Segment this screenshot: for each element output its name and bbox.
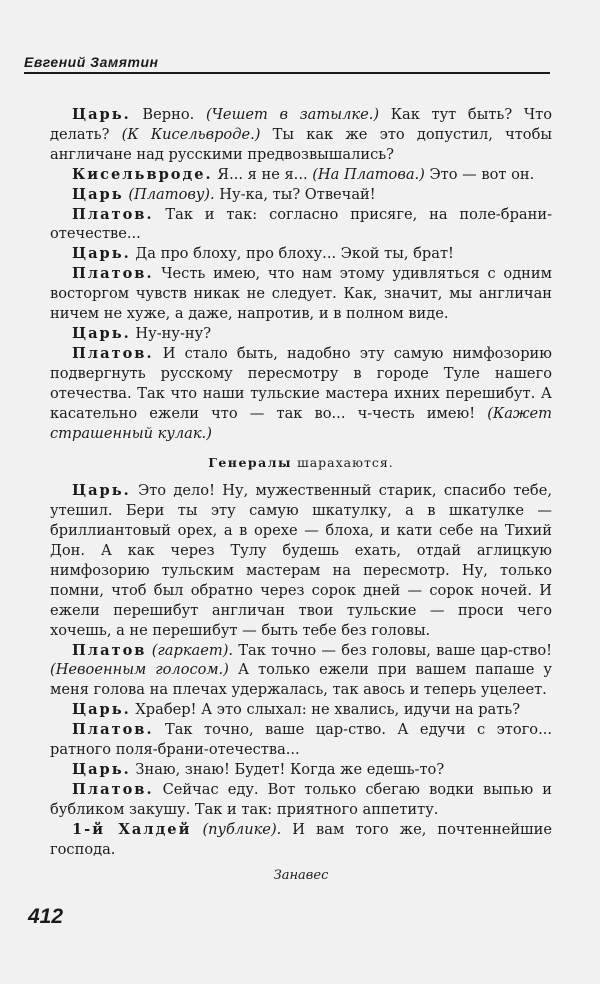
speech: А только ежели при вашем папаше у меня голова на плечах удержалась, так авось и теперь уцелеет. bbox=[50, 661, 552, 699]
stage-remark: (публике). bbox=[202, 820, 282, 838]
paragraph bbox=[50, 820, 552, 860]
speech: Честь имею, что нам этому удивляться с одним восторгом чувств никак не следует. Как, значит, мы англичан ничем не хуже, а даже, напротив, и в полном виде. bbox=[50, 265, 552, 323]
paragraph bbox=[50, 780, 552, 820]
paragraph bbox=[50, 165, 552, 185]
paragraph bbox=[50, 244, 552, 264]
paragraph bbox=[50, 700, 552, 720]
speech: Так точно — без головы, ваше цар-ство! bbox=[233, 641, 553, 659]
paragraph bbox=[50, 185, 552, 205]
speech bbox=[191, 821, 202, 838]
speech: Это — вот он. bbox=[424, 165, 535, 183]
speech: Ну-ну-ну? bbox=[130, 324, 212, 342]
speech: Так точно, ваше цар-ство. А едучи с этого... ратного поля-брани-отечества... bbox=[50, 721, 552, 759]
speaker-name: Платов. bbox=[72, 721, 154, 739]
paragraph bbox=[50, 264, 552, 324]
speaker-name: Царь. bbox=[72, 324, 131, 342]
stage-remark: (гаркает). bbox=[151, 641, 234, 659]
stage-direction bbox=[50, 453, 552, 473]
running-head-author: Евгений Замятин bbox=[24, 54, 159, 70]
speech: Как тут быть? Что делать? bbox=[50, 106, 552, 143]
speaker-name: Платов. bbox=[72, 344, 154, 362]
stage-remark: (Платову). bbox=[128, 185, 215, 203]
speaker-name: Платов. bbox=[72, 205, 154, 223]
speaker-name: Царь. bbox=[72, 106, 131, 123]
speech: Да про блоху, про блоху... Экой ты, брат! bbox=[130, 245, 454, 263]
speaker-name: Царь. bbox=[72, 701, 131, 719]
stage-direction-subject: Генералы bbox=[208, 455, 293, 471]
speech: Я... я не я... bbox=[212, 165, 313, 183]
paragraph bbox=[50, 641, 552, 701]
stage-remark: (Чешет в затылке.) bbox=[205, 106, 380, 123]
curtain-direction: Занавес bbox=[273, 867, 329, 883]
speaker-name: Кисельвроде. bbox=[72, 165, 213, 183]
speaker-name: Царь. bbox=[72, 482, 131, 500]
speaker-name: Платов. bbox=[72, 265, 154, 283]
paragraph bbox=[50, 105, 552, 165]
play-text bbox=[50, 105, 552, 885]
speaker-name: 1-й Халдей bbox=[72, 820, 192, 838]
speech: Храбер! А это слыхал: не хвались, идучи на рать? bbox=[130, 701, 521, 719]
paragraph bbox=[50, 720, 552, 760]
page-number: 412 bbox=[28, 905, 64, 928]
paragraph bbox=[50, 481, 552, 640]
stage-remark: (К Кисельвроде.) bbox=[121, 125, 261, 143]
speech: Это дело! Ну, мужественный старик, спасибо тебе, утешил. Бери ты эту самую шкатулку, а в шкатулке — бриллиантовый орех, а в орехе — блоха, и кати себе на Тихий Дон. А как через Тулу будешь ехать, отдай аглицкую нимфозорию тульским мастерам на пересмотр. Ну, только помни, чтоб был обратно через сорок дней — сорок ночей. И ежели перешибут англичан твои тульские — проси чего хочешь, а не перешибут — быть тебе без головы. bbox=[50, 482, 552, 639]
header-rule bbox=[24, 72, 550, 74]
speaker-name: Царь bbox=[72, 185, 124, 203]
stage-direction-text: шарахаются. bbox=[292, 455, 394, 471]
speaker-name: Платов bbox=[72, 641, 147, 659]
speech: Ты как же это допустил, чтобы англичане над русскими предвозвышались? bbox=[50, 125, 552, 163]
paragraph bbox=[50, 205, 552, 245]
speaker-name: Царь. bbox=[72, 761, 131, 778]
paragraph bbox=[50, 760, 552, 780]
speech: Ну-ка, ты? Отвечай! bbox=[214, 185, 376, 203]
speech: Так и так: согласно присяге, на поле-брани-отечестве... bbox=[50, 205, 552, 243]
stage-remark: (На Платова.) bbox=[312, 165, 425, 183]
paragraph bbox=[50, 344, 552, 444]
stage-remark: (Кажет страшенный кулак.) bbox=[50, 404, 552, 442]
speech: Верно. bbox=[130, 106, 206, 123]
speech: И вам того же, почтеннейшие господа. bbox=[50, 820, 552, 858]
speaker-name: Царь. bbox=[72, 245, 131, 263]
speech: Знаю, знаю! Будет! Когда же едешь-то? bbox=[130, 761, 445, 778]
speech: И стало быть, надобно эту самую нимфозорию подвергнуть русскому пересмотру в городе Туле нашего отечества. Так что наши тульские мастера ихних перешибут. А касательно ежели что — так во... ч-честь имею! bbox=[50, 344, 552, 422]
speaker-name: Платов. bbox=[72, 780, 154, 798]
paragraph bbox=[50, 324, 552, 344]
speech: Сейчас еду. Вот только сбегаю водки выпью и бубликом закушу. Так и так: приятного аппетиту. bbox=[50, 780, 552, 818]
stage-remark: (Невоенным голосом.) bbox=[50, 661, 229, 679]
